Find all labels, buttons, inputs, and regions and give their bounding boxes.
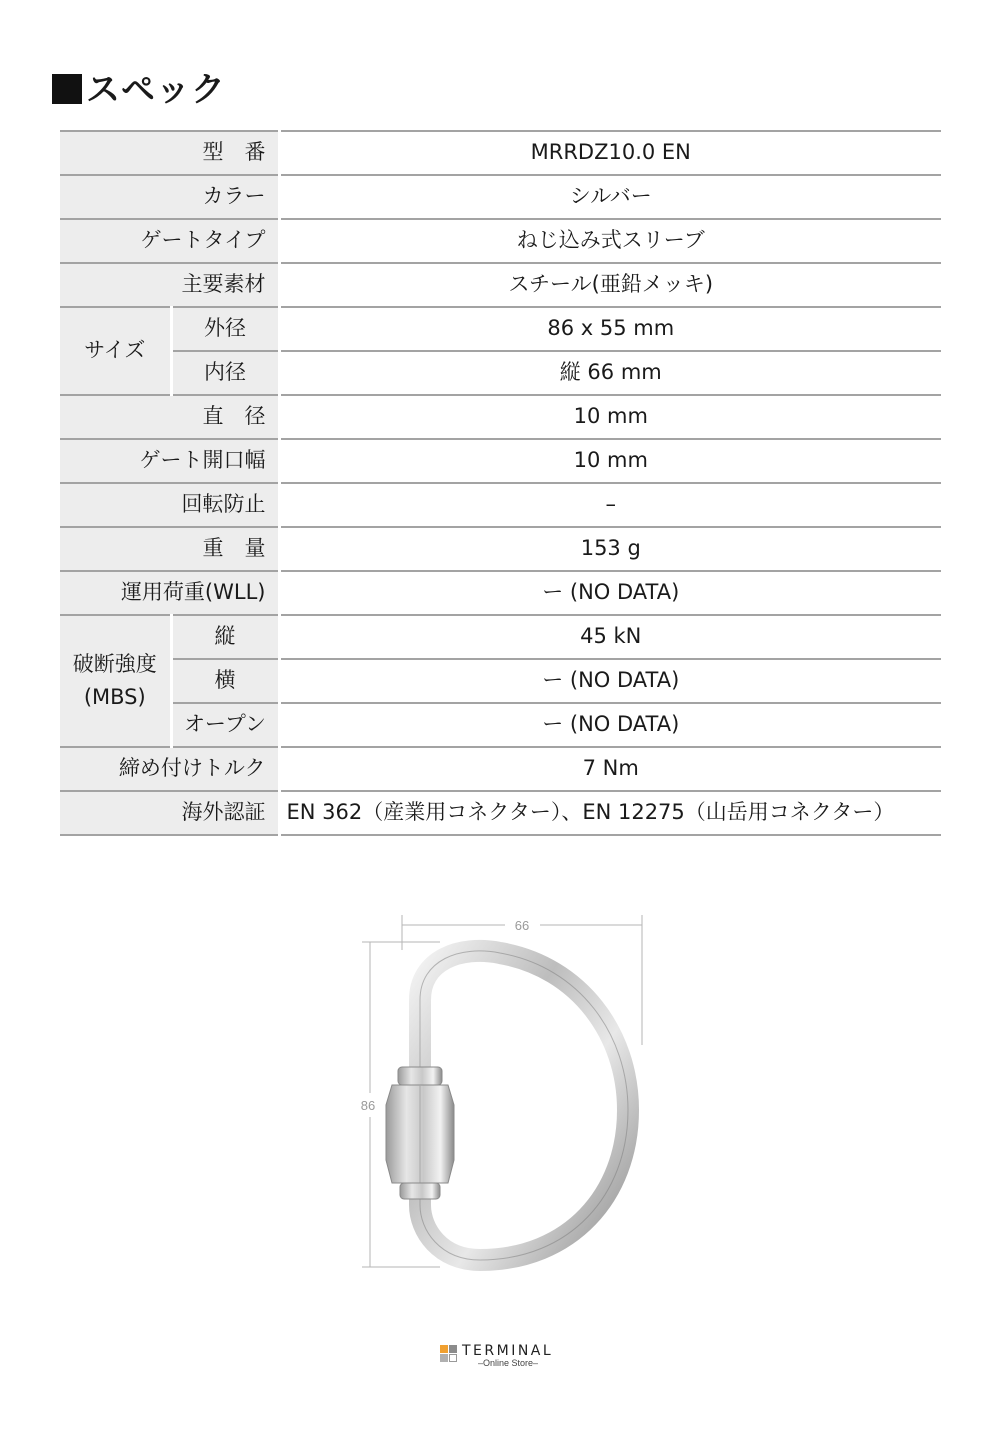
spec-row-weight <box>60 527 941 571</box>
mbs-label-line2: (MBS) <box>83 685 146 709</box>
spec-label: カラー <box>60 175 279 219</box>
spec-sub-label: オープン <box>171 703 279 747</box>
spec-label: 型 番 <box>60 131 279 175</box>
spec-row-material <box>60 263 941 307</box>
spec-value: 153 g <box>279 527 941 571</box>
spec-sub-label: 縦 <box>171 615 279 659</box>
dimension-height-label: 86 <box>360 1098 376 1113</box>
spec-row-gate-opening <box>60 439 941 483</box>
screw-sleeve <box>386 1067 454 1199</box>
spec-value: ー (NO DATA) <box>279 571 941 615</box>
spec-sub-label: 外径 <box>171 307 279 351</box>
spec-row-inner-size <box>60 351 941 395</box>
spec-row-wll <box>60 571 941 615</box>
spec-value: ねじ込み式スリーブ <box>279 219 941 263</box>
spec-label: 締め付けトルク <box>60 747 279 791</box>
spec-group-label-size: サイズ <box>60 307 171 395</box>
spec-value: 10 mm <box>279 439 941 483</box>
spec-row-certification <box>60 791 941 835</box>
spec-row-gate-type <box>60 219 941 263</box>
dimension-width-label: 66 <box>514 918 530 933</box>
spec-label: 直 径 <box>60 395 279 439</box>
spec-value: – <box>279 483 941 527</box>
brand-subtitle: –Online Store– <box>478 1358 539 1368</box>
spec-value: 7 Nm <box>279 747 941 791</box>
spec-value: MRRDZ10.0 EN <box>279 131 941 175</box>
spec-value: 縦 66 mm <box>279 351 941 395</box>
spec-value: ー (NO DATA) <box>279 703 941 747</box>
spec-value: 86 x 55 mm <box>279 307 941 351</box>
spec-value: スチール(亜鉛メッキ) <box>279 263 941 307</box>
spec-row-model <box>60 131 941 175</box>
spec-table <box>60 130 941 836</box>
spec-label: 主要素材 <box>60 263 279 307</box>
spec-label: 運用荷重(WLL) <box>60 571 279 615</box>
spec-label: 海外認証 <box>60 791 279 835</box>
spec-group-label-mbs <box>60 615 171 747</box>
spec-label: ゲートタイプ <box>60 219 279 263</box>
spec-label: ゲート開口幅 <box>60 439 279 483</box>
spec-row-anti-rotation <box>60 483 941 527</box>
section-heading <box>52 62 226 118</box>
spec-row-mbs-open <box>60 703 941 747</box>
terminal-logo-icon <box>440 1345 458 1363</box>
mbs-label-line1: 破断強度 <box>72 651 157 676</box>
spec-row-mbs-major <box>60 615 941 659</box>
carabiner-diagram <box>350 905 660 1275</box>
brand-logo <box>440 1343 570 1369</box>
spec-row-diameter <box>60 395 941 439</box>
spec-label: 重 量 <box>60 527 279 571</box>
spec-sub-label: 横 <box>171 659 279 703</box>
spec-row-torque <box>60 747 941 791</box>
spec-value: 45 kN <box>279 615 941 659</box>
square-bullet-icon <box>52 74 82 104</box>
spec-value: シルバー <box>279 175 941 219</box>
spec-row-color <box>60 175 941 219</box>
spec-value: 10 mm <box>279 395 941 439</box>
section-title: スペック <box>86 70 226 110</box>
spec-value: EN 362（産業用コネクター）、EN 12275（山岳用コネクター） <box>279 791 941 835</box>
brand-name: TERMINAL <box>462 1343 554 1359</box>
spec-label: 回転防止 <box>60 483 279 527</box>
spec-row-mbs-minor <box>60 659 941 703</box>
spec-row-outer-size <box>60 307 941 351</box>
spec-sub-label: 内径 <box>171 351 279 395</box>
spec-value: ー (NO DATA) <box>279 659 941 703</box>
